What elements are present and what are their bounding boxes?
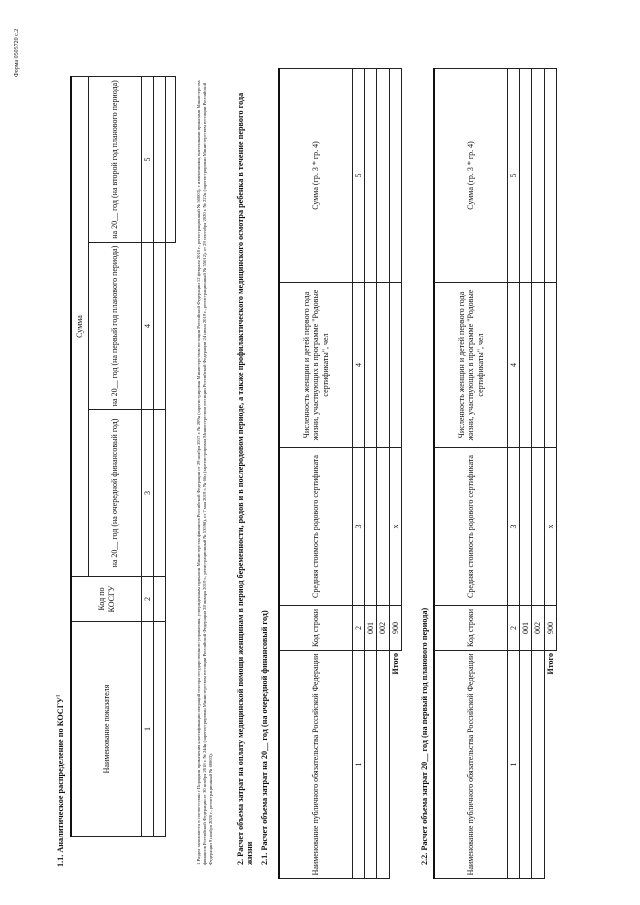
table-cell	[166, 410, 176, 577]
table-cell	[544, 283, 556, 448]
table-cell	[532, 448, 544, 606]
table-cell	[377, 651, 389, 879]
header-sum: Сумма (гр. 3 * гр. 4)	[434, 69, 508, 283]
header-kosgu: Код по КОСГУ	[71, 577, 142, 622]
col-num: 4	[508, 283, 520, 448]
table-cell	[154, 622, 166, 837]
header-obligation: Наименование публичного обязательства Российской Федерации	[434, 651, 508, 879]
table-cell	[154, 410, 166, 577]
header-count: Численность женщин и детей первого года жизни, участвующих в программе "Родовые сертификаты", чел	[279, 283, 353, 448]
col-num: 5	[508, 69, 520, 283]
table-cell	[520, 283, 532, 448]
table-cell	[389, 283, 401, 448]
col-num: 3	[142, 410, 154, 577]
table-cell	[365, 651, 377, 879]
col-num: 5	[142, 77, 154, 243]
header-avg-cost: Средняя стоимость родового сертификата	[279, 448, 353, 606]
section-1-1-title: 1.1. Аналитическое распределение по КОСГУ$^1$	[56, 694, 65, 867]
col-num: 2	[508, 606, 520, 651]
col-num: 5	[353, 69, 365, 283]
col-num: 2	[353, 606, 365, 651]
table-cell	[154, 77, 166, 243]
table-cell	[520, 448, 532, 606]
table-cell	[377, 283, 389, 448]
table-cell	[154, 577, 166, 622]
table-cell	[166, 243, 176, 410]
col-num: 1	[353, 651, 365, 879]
table-cell	[365, 283, 377, 448]
col-num: 4	[142, 243, 154, 410]
table-cell	[365, 448, 377, 606]
total-avg: х	[389, 448, 401, 606]
header-row-code: Код строки	[279, 606, 353, 651]
table-cell	[166, 577, 176, 622]
header-year-3: на 20__ год (на второй год планового периода)	[89, 77, 142, 243]
col-num: 4	[353, 283, 365, 448]
header-year-2: на 20__ год (на первый год планового периода)	[89, 243, 142, 410]
header-obligation: Наименование публичного обязательства Российской Федерации	[279, 651, 353, 879]
total-code: 900	[544, 606, 556, 651]
table-cell	[377, 448, 389, 606]
header-name: Наименование показателя	[71, 622, 142, 837]
row-code: 001	[520, 606, 532, 651]
table-cell	[377, 69, 389, 283]
form-number: Форма 0505720 с.2	[14, 28, 20, 77]
col-num: 3	[353, 448, 365, 606]
table-cell	[520, 69, 532, 283]
header-row-code: Код строки	[434, 606, 508, 651]
total-code: 900	[389, 606, 401, 651]
table-cell	[389, 69, 401, 283]
row-code: 002	[377, 606, 389, 651]
section-2-title: 2. Расчет объема затрат на оплату медицинской помощи женщинам в период беременности, родов и в послеродовом периоде, а также профилактического медицинского осмотра ребенка в течение первого года жизни	[236, 92, 254, 865]
total-label: Итого	[390, 653, 400, 675]
header-summa: Сумма	[71, 77, 89, 577]
table-cell	[154, 243, 166, 410]
table-cell	[532, 283, 544, 448]
kosgu-table	[70, 76, 176, 837]
col-num: 3	[508, 448, 520, 606]
footnote: 1 Раздел заполняется в соответствии с Порядком применения классификации операций сектора государственного управления, утвержденным приказом Министерства финансов Российской Федерации от 29 ноября 2017 г. № 209н (зарегистрирован Министерством юстиции Российской Федерации 12 февраля 2018 г., регистрационный № 50003), с изменениями, внесенными приказами Министерства финансов Российской Федерации от 30 ноября 2018 г. № 244н (зарегистрирован Министерством юстиции Российской Федерации 28 января 2019 г., регистрационный № 53598), от 7 мая 2019 г. № 66н (зарегистрирован Министерством юстиции Российской Федерации 24 июня 2019 г., регистрационный № 55012), от 29 сентября 2020 г. № 222н (зарегистрирован Министерством юстиции Российской Федерации 9 ноября 2020 г., регистрационный № 60803).	[196, 80, 214, 865]
col-num: 2	[142, 577, 154, 622]
table-cell	[520, 651, 532, 879]
header-year-1: на 20__ год (на очередной финансовый год)	[89, 410, 142, 577]
row-code: 001	[365, 606, 377, 651]
row-code: 002	[532, 606, 544, 651]
calc-table-2-2	[433, 68, 557, 879]
table-cell	[365, 69, 377, 283]
table-cell	[166, 622, 176, 837]
table-cell	[544, 69, 556, 283]
section-2-2-title: 2.2. Расчет объема затрат 20__ год (на первый год планового периода)	[420, 607, 429, 865]
section-2-1-title: 2.1. Расчет объема затрат на 20__ год (на очередной финансовый год)	[260, 610, 269, 865]
col-num: 1	[508, 651, 520, 879]
calc-table-2-1	[278, 68, 402, 879]
table-cell	[532, 69, 544, 283]
total-avg: х	[544, 448, 556, 606]
total-label: Итого	[545, 653, 555, 675]
header-count: Численность женщин и детей первого года жизни, участвующих в программе "Родовые сертификаты", чел	[434, 283, 508, 448]
table-cell	[532, 651, 544, 879]
col-num: 1	[142, 622, 154, 837]
header-sum: Сумма (гр. 3 * гр. 4)	[279, 69, 353, 283]
table-cell	[166, 77, 176, 243]
header-avg-cost: Средняя стоимость родового сертификата	[434, 448, 508, 606]
